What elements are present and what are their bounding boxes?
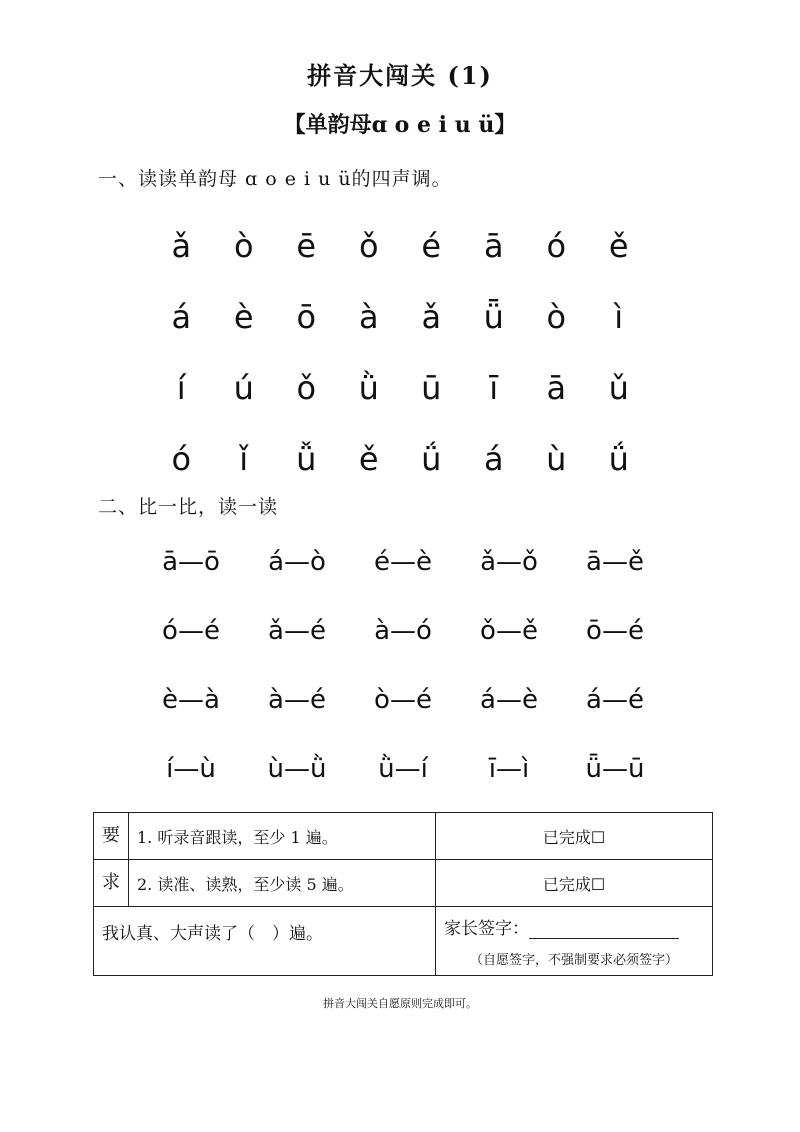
requirements-label-top: 要 xyxy=(94,813,129,860)
tone-pair: ā—ě xyxy=(586,546,644,577)
tone-pair: ó—é xyxy=(162,615,220,646)
section-2-heading: 二、比一比，读一读 xyxy=(98,496,279,518)
tone-syllable: ǒ xyxy=(358,226,379,265)
tone-syllable: ō xyxy=(296,297,317,336)
tone-grid xyxy=(150,210,650,494)
tone-pair: ō—é xyxy=(586,615,644,646)
tone-syllable: á xyxy=(171,297,192,336)
tone-syllable: ě xyxy=(358,439,379,478)
pair-row xyxy=(138,665,678,734)
tone-row xyxy=(150,423,650,494)
page-title: 拼音大闯关 (1) xyxy=(307,61,493,90)
tone-syllable: ǖ xyxy=(483,297,504,336)
tone-syllable: à xyxy=(358,297,379,336)
tone-syllable: ā xyxy=(546,368,567,407)
tone-syllable: ó xyxy=(546,226,567,265)
tone-pair: ò—é xyxy=(374,684,432,715)
requirement-item-1-status[interactable]: 已完成☐ xyxy=(436,813,713,860)
tone-pair: ā—ō xyxy=(162,546,220,577)
tone-row xyxy=(150,352,650,423)
tone-syllable: ǘ xyxy=(608,439,629,478)
tone-syllable: ā xyxy=(483,226,504,265)
tone-pair: á—é xyxy=(586,684,644,715)
requirement-item-2-status[interactable]: 已完成☐ xyxy=(436,860,713,907)
tone-syllable: ī xyxy=(489,368,499,407)
parent-signature-cell xyxy=(436,907,713,976)
tone-pair: á—è xyxy=(480,684,538,715)
tone-pair: ǖ—ū xyxy=(585,753,645,784)
pair-row xyxy=(138,596,678,665)
parent-signature-blank[interactable] xyxy=(529,920,679,939)
tone-pair: à—ó xyxy=(374,615,432,646)
tone-syllable: ǔ xyxy=(608,368,629,407)
tone-pair: é—è xyxy=(374,546,432,577)
pair-row xyxy=(138,734,678,803)
tone-row xyxy=(150,281,650,352)
tone-syllable: ě xyxy=(608,226,629,265)
tone-syllable: ǚ xyxy=(296,439,317,478)
tone-syllable: ù xyxy=(546,439,567,478)
tone-syllable: ē xyxy=(296,226,317,265)
tone-pair: à—é xyxy=(268,684,326,715)
requirements-label-bottom: 求 xyxy=(94,860,129,907)
tone-syllable: ú xyxy=(233,368,254,407)
pair-row xyxy=(138,527,678,596)
tone-syllable: í xyxy=(176,368,186,407)
tone-pair: á—ò xyxy=(268,546,326,577)
tone-pair: ī—ì xyxy=(488,753,530,784)
tone-pair: ǎ—ǒ xyxy=(480,546,538,577)
tone-row xyxy=(150,210,650,281)
tone-syllable: ǎ xyxy=(421,297,442,336)
tone-pair: ù—ǜ xyxy=(267,753,327,784)
read-count-line[interactable]: 我认真、大声读了（ ）遍。 xyxy=(94,907,436,976)
parent-signature-label: 家长签字： xyxy=(444,919,529,939)
pair-grid xyxy=(138,527,678,803)
tone-syllable: ò xyxy=(546,297,567,336)
tone-syllable: ǘ xyxy=(421,439,442,478)
footer-note: 拼音大闯关自愿原则完成即可。 xyxy=(323,997,477,1010)
tone-pair: ǒ—ě xyxy=(480,615,538,646)
tone-syllable: ǒ xyxy=(296,368,317,407)
tone-pair: è—à xyxy=(162,684,220,715)
parent-signature-note: （自愿签字，不强制要求必须签字） xyxy=(469,953,678,968)
parent-signature-line xyxy=(444,914,704,939)
tone-syllable: é xyxy=(421,226,442,265)
requirement-item-2: 2. 读准、读熟，至少读 5 遍。 xyxy=(129,860,436,907)
tone-syllable: ǐ xyxy=(239,439,249,478)
tone-pair: í—ù xyxy=(166,753,216,784)
requirement-item-1: 1. 听录音跟读，至少 1 遍。 xyxy=(129,813,436,860)
tone-syllable: ǜ xyxy=(358,368,379,407)
tone-pair: ǎ—é xyxy=(268,615,326,646)
tone-syllable: ì xyxy=(614,297,624,336)
tone-syllable: á xyxy=(483,439,504,478)
tone-syllable: ū xyxy=(421,368,442,407)
tone-syllable: ò xyxy=(233,226,254,265)
tone-syllable: è xyxy=(233,297,254,336)
page-subtitle: 【单韵母ɑ o e i u ü】 xyxy=(283,112,517,138)
section-1-heading: 一、读读单韵母 ɑ o e i u ü的四声调。 xyxy=(98,168,452,190)
tone-pair: ǜ—í xyxy=(378,753,428,784)
requirements-table xyxy=(93,812,713,976)
tone-syllable: ó xyxy=(171,439,192,478)
tone-syllable: ǎ xyxy=(171,226,192,265)
